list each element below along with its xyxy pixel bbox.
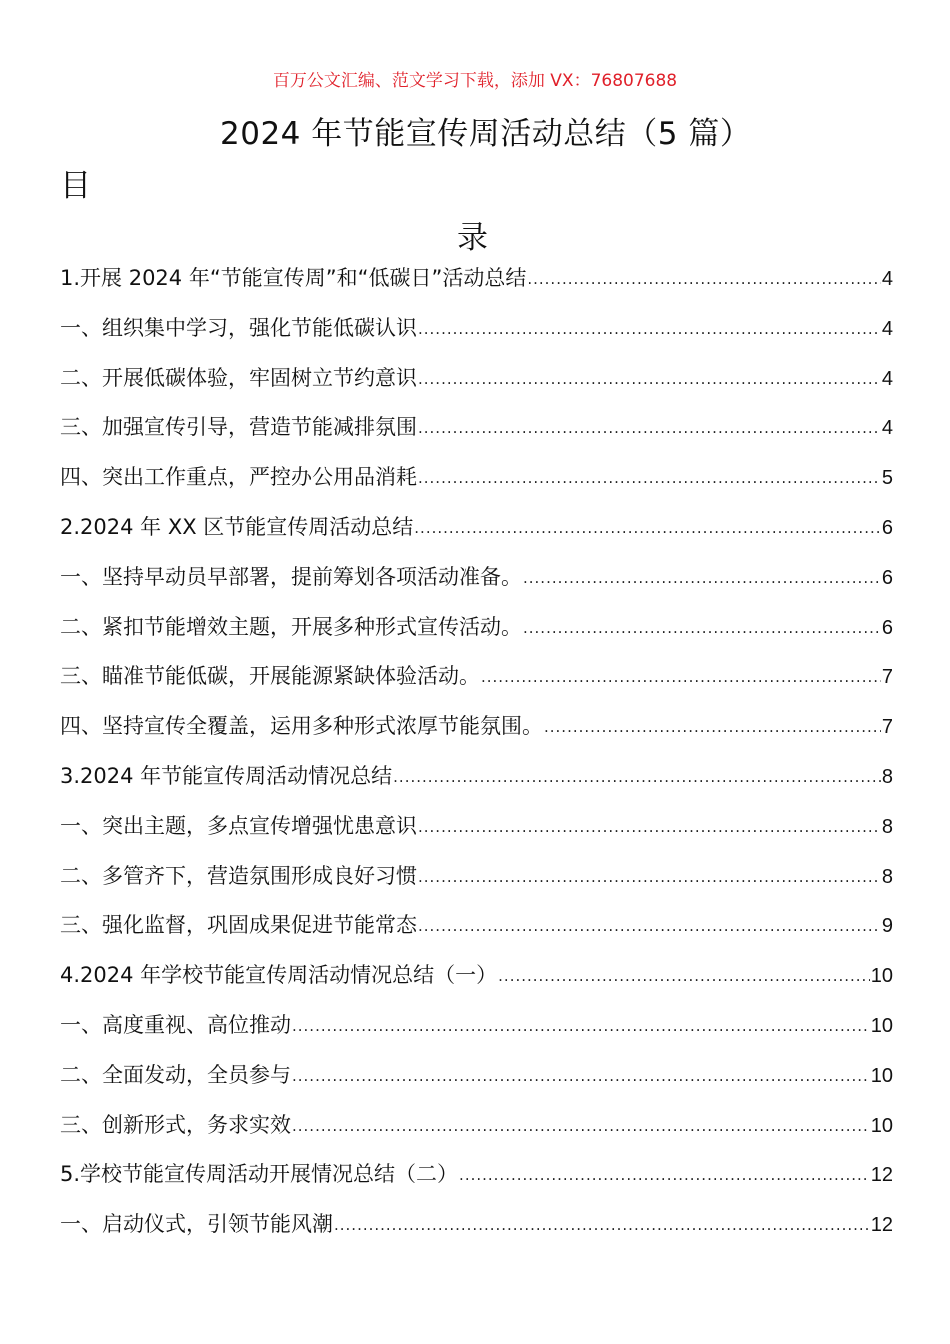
toc-entry-title: 二、紧扣节能增效主题，开展多种形式宣传活动。 — [60, 614, 522, 639]
toc-dot-leader — [418, 320, 881, 338]
toc-dot-leader — [418, 868, 881, 886]
toc-entry-title: 2.2024 年 XX 区节能宣传周活动总结 — [60, 514, 414, 539]
toc-dot-leader — [527, 270, 881, 288]
toc-entry-page: 8 — [881, 815, 893, 838]
toc-entry-page: 7 — [881, 716, 893, 739]
toc-dot-leader — [523, 569, 881, 587]
toc-entry-page: 6 — [881, 616, 893, 639]
toc-entry[interactable] — [60, 959, 893, 1009]
toc-entry-title: 5.学校节能宣传周活动开展情况总结（二） — [60, 1162, 459, 1187]
toc-entry-title: 四、坚持宣传全覆盖，运用多种形式浓厚节能氛围。 — [60, 714, 543, 739]
toc-entry-title: 二、多管齐下，营造氛围形成良好习惯 — [60, 863, 417, 888]
toc-dot-leader — [523, 619, 881, 637]
toc-entry-title: 三、瞄准节能低碳，开展能源紧缺体验活动。 — [60, 664, 480, 689]
toc-dot-leader — [418, 469, 881, 487]
toc-entry-page: 12 — [870, 1214, 893, 1237]
toc-entry-page: 4 — [881, 367, 893, 390]
toc-entry-page: 4 — [881, 417, 893, 440]
toc-entry-title: 4.2024 年学校节能宣传周活动情况总结（一） — [60, 963, 498, 988]
toc-entry[interactable] — [60, 810, 893, 860]
toc-entry[interactable] — [60, 660, 893, 710]
toc-entry-title: 3.2024 年节能宣传周活动情况总结 — [60, 763, 393, 788]
toc-entry-page: 6 — [881, 516, 893, 539]
toc-entry-title: 二、开展低碳体验，牢固树立节约意识 — [60, 365, 417, 390]
toc-entry[interactable] — [60, 1158, 893, 1208]
toc-entry[interactable] — [60, 1208, 893, 1258]
toc-entry[interactable] — [60, 461, 893, 511]
toc-entry[interactable] — [60, 760, 893, 810]
toc-entry[interactable] — [60, 411, 893, 461]
toc-entry-title: 一、坚持早动员早部署，提前筹划各项活动准备。 — [60, 564, 522, 589]
toc-dot-leader — [418, 818, 881, 836]
toc-dot-leader — [418, 917, 881, 935]
toc-dot-leader — [334, 1216, 870, 1234]
toc-entry-title: 一、突出主题，多点宣传增强忧患意识 — [60, 813, 417, 838]
toc-dot-leader — [459, 1166, 870, 1184]
toc-entry-page: 5 — [881, 467, 893, 490]
toc-entry[interactable] — [60, 909, 893, 959]
toc-entry-page: 12 — [870, 1164, 893, 1187]
toc-entry-page: 6 — [881, 566, 893, 589]
toc-entry-page: 10 — [870, 1114, 893, 1137]
toc-dot-leader — [481, 668, 881, 686]
toc-entry-page: 10 — [870, 1014, 893, 1037]
toc-entry[interactable] — [60, 312, 893, 362]
table-of-contents — [60, 262, 893, 1258]
toc-dot-leader — [544, 718, 881, 736]
toc-entry-page: 7 — [881, 666, 893, 689]
toc-entry-title: 一、启动仪式，引领节能风潮 — [60, 1212, 333, 1237]
toc-dot-leader — [498, 967, 870, 985]
toc-entry[interactable] — [60, 362, 893, 412]
toc-entry-title: 1.开展 2024 年“节能宣传周”和“低碳日”活动总结 — [60, 266, 527, 290]
toc-entry[interactable] — [60, 710, 893, 760]
toc-entry[interactable] — [60, 262, 893, 312]
toc-dot-leader — [292, 1017, 870, 1035]
toc-entry-title: 三、创新形式，务求实效 — [60, 1112, 291, 1137]
toc-dot-leader — [292, 1067, 870, 1085]
toc-entry-title: 一、高度重视、高位推动 — [60, 1012, 291, 1037]
toc-entry-page: 8 — [881, 765, 893, 788]
toc-entry-page: 9 — [881, 915, 893, 938]
toc-entry-title: 三、加强宣传引导，营造节能减排氛围 — [60, 415, 417, 440]
toc-entry-title: 四、突出工作重点，严控办公用品消耗 — [60, 465, 417, 490]
toc-entry-title: 二、全面发动，全员参与 — [60, 1062, 291, 1087]
toc-entry-page: 10 — [870, 965, 893, 988]
toc-entry[interactable] — [60, 511, 893, 561]
toc-entry-page: 4 — [881, 268, 893, 290]
toc-heading-part-2: 录 — [457, 220, 488, 256]
watermark-banner: 百万公文汇编、范文学习下载，添加 VX：76807688 — [272, 71, 678, 91]
toc-dot-leader — [418, 419, 881, 437]
toc-entry[interactable] — [60, 1109, 893, 1159]
toc-entry[interactable] — [60, 611, 893, 661]
toc-heading-part-1: 目 — [60, 168, 91, 204]
toc-dot-leader — [418, 370, 881, 388]
toc-entry-title: 一、组织集中学习，强化节能低碳认识 — [60, 315, 417, 340]
toc-dot-leader — [393, 768, 881, 786]
toc-entry[interactable] — [60, 860, 893, 910]
toc-entry-title: 三、强化监督，巩固成果促进节能常态 — [60, 913, 417, 938]
toc-dot-leader — [414, 519, 881, 537]
toc-dot-leader — [292, 1117, 870, 1135]
toc-entry-page: 10 — [870, 1064, 893, 1087]
toc-entry[interactable] — [60, 1059, 893, 1109]
toc-entry[interactable] — [60, 1009, 893, 1059]
toc-entry-page: 8 — [881, 865, 893, 888]
toc-entry[interactable] — [60, 561, 893, 611]
document-title: 2024 年节能宣传周活动总结（5 篇） — [220, 116, 752, 152]
toc-entry-page: 4 — [881, 317, 893, 340]
